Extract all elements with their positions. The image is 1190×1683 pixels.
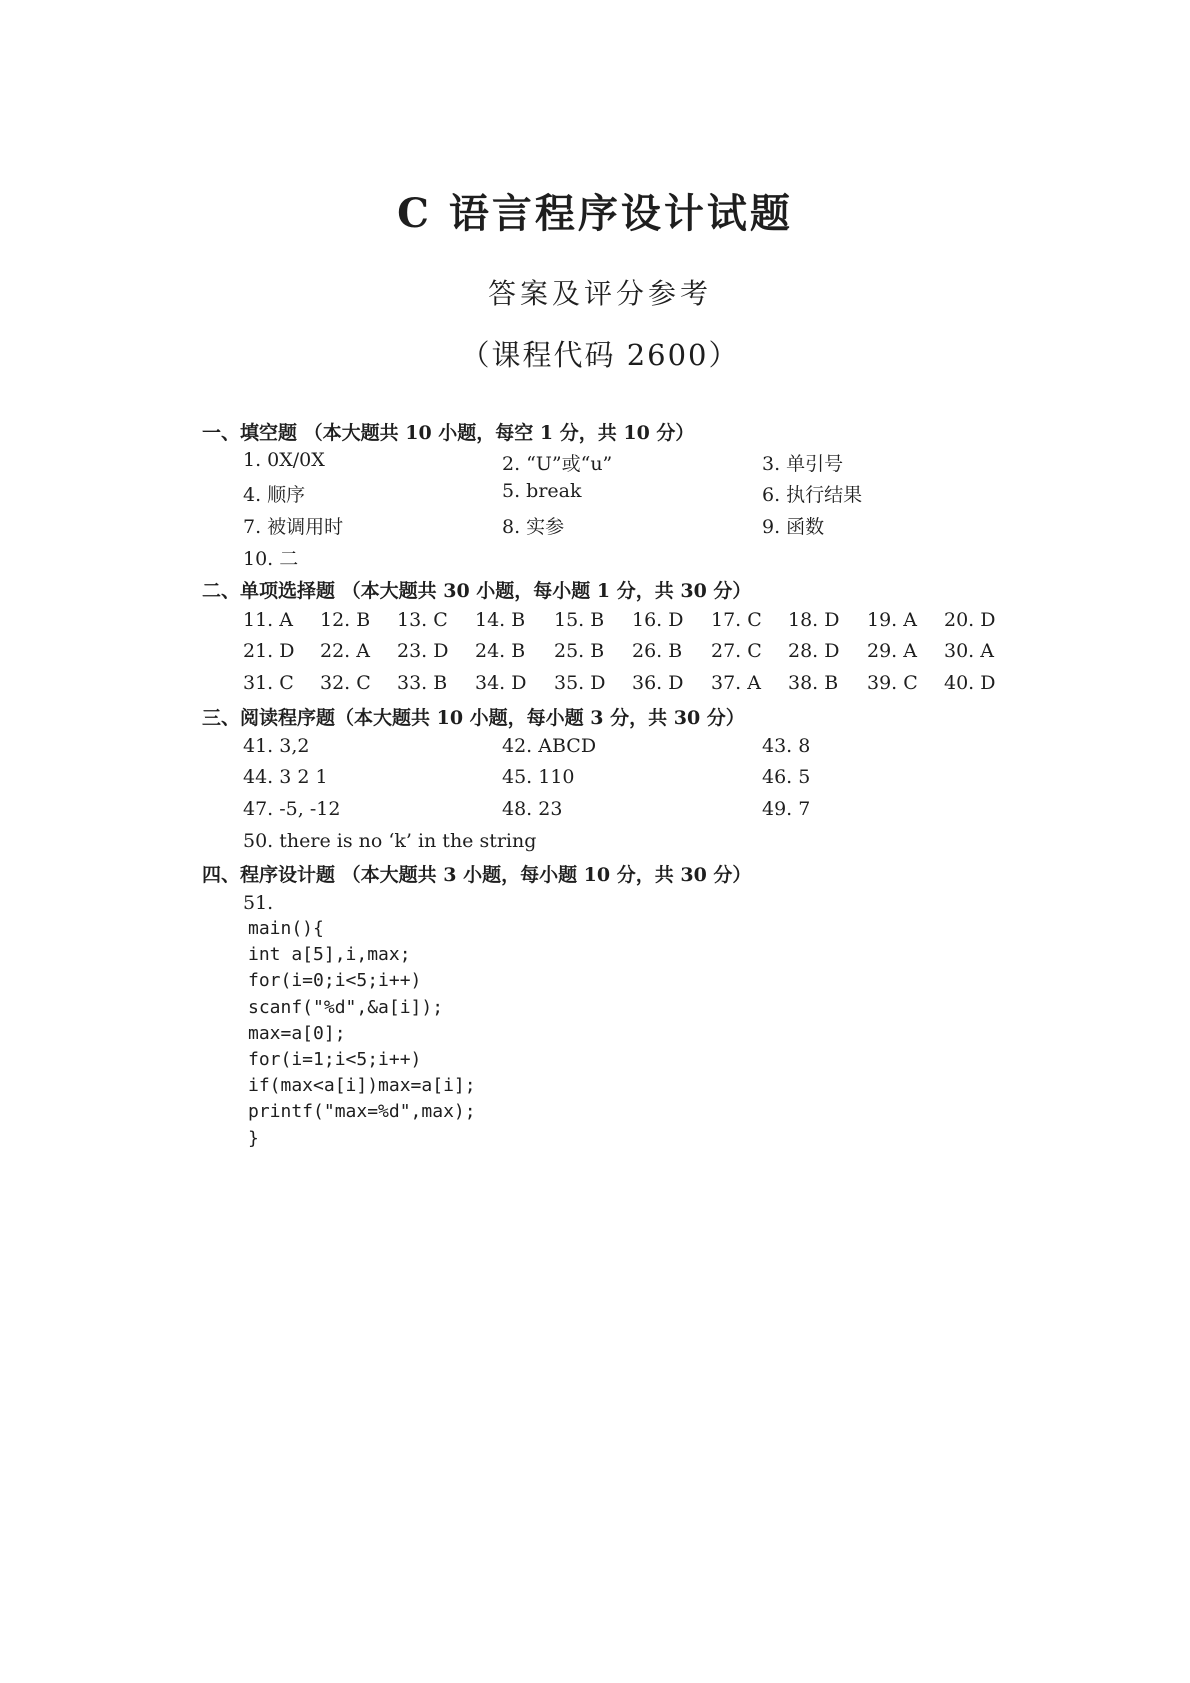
code-line: if(max<a[i])max=a[i]; bbox=[248, 1075, 476, 1097]
mc-answer: 38. B bbox=[788, 672, 839, 694]
mc-answer: 39. C bbox=[867, 672, 918, 694]
code-line: main(){ bbox=[248, 918, 324, 939]
answer-10: 10. 二 bbox=[243, 548, 299, 570]
section-3-heading: 三、阅读程序题（本大题共 10 小题，每小题 3 分，共 30 分） bbox=[202, 707, 745, 729]
code-block bbox=[248, 916, 476, 1152]
answer-47: 47. -5, -12 bbox=[243, 798, 341, 820]
mc-answer: 19. A bbox=[867, 609, 917, 631]
answer-5: 5. break bbox=[502, 480, 582, 502]
answer-43: 43. 8 bbox=[762, 735, 811, 757]
mc-answer: 40. D bbox=[944, 672, 996, 694]
mc-answer: 20. D bbox=[944, 609, 996, 631]
mc-answer: 28. D bbox=[788, 640, 840, 662]
mc-answer: 17. C bbox=[711, 609, 762, 631]
mc-answer: 35. D bbox=[554, 672, 606, 694]
mc-answer: 11. A bbox=[243, 609, 293, 631]
mc-answer: 29. A bbox=[867, 640, 917, 662]
mc-answer: 36. D bbox=[632, 672, 684, 694]
code-line: scanf("%d",&a[i]); bbox=[248, 996, 444, 1018]
answer-45: 45. 110 bbox=[502, 766, 575, 788]
answer-2: 2. “U”或“u” bbox=[502, 453, 613, 475]
answer-6: 6. 执行结果 bbox=[762, 484, 863, 506]
mc-answer: 21. D bbox=[243, 640, 295, 662]
answer-1: 1. 0X/0X bbox=[243, 449, 325, 471]
answer-46: 46. 5 bbox=[762, 766, 811, 788]
code-line: for(i=1;i<5;i++) bbox=[248, 1049, 422, 1071]
answer-4: 4. 顺序 bbox=[243, 484, 306, 506]
course-code: （课程代码 2600） bbox=[460, 338, 740, 372]
mc-answer: 30. A bbox=[944, 640, 994, 662]
answer-50: 50. there is no ‘k’ in the string bbox=[243, 830, 537, 852]
code-line: int a[5],i,max; bbox=[248, 944, 411, 966]
section-1-heading: 一、填空题 （本大题共 10 小题，每空 1 分，共 10 分） bbox=[202, 422, 695, 444]
mc-answer: 25. B bbox=[554, 640, 605, 662]
code-line: for(i=0;i<5;i++) bbox=[248, 970, 422, 992]
section-2-heading: 二、单项选择题 （本大题共 30 小题，每小题 1 分，共 30 分） bbox=[202, 580, 752, 602]
answer-42: 42. ABCD bbox=[502, 735, 597, 757]
mc-answer: 22. A bbox=[320, 640, 370, 662]
mc-answer: 27. C bbox=[711, 640, 762, 662]
mc-answer: 34. D bbox=[475, 672, 527, 694]
mc-answer: 31. C bbox=[243, 672, 294, 694]
code-line: printf("max=%d",max); bbox=[248, 1101, 476, 1123]
page-title: C 语言程序设计试题 bbox=[397, 190, 793, 237]
answer-44: 44. 3 2 1 bbox=[243, 766, 328, 788]
mc-answer: 32. C bbox=[320, 672, 371, 694]
mc-answer: 24. B bbox=[475, 640, 526, 662]
mc-answer: 33. B bbox=[397, 672, 448, 694]
mc-answer: 12. B bbox=[320, 609, 371, 631]
mc-answer: 18. D bbox=[788, 609, 840, 631]
answer-41: 41. 3,2 bbox=[243, 735, 310, 757]
answer-3: 3. 单引号 bbox=[762, 453, 844, 475]
page-subtitle: 答案及评分参考 bbox=[487, 277, 712, 310]
code-line: } bbox=[248, 1127, 259, 1149]
question-51-number: 51. bbox=[243, 892, 274, 914]
mc-answer: 23. D bbox=[397, 640, 449, 662]
answer-48: 48. 23 bbox=[502, 798, 563, 820]
mc-answer: 14. B bbox=[475, 609, 526, 631]
answer-7: 7. 被调用时 bbox=[243, 516, 344, 538]
answer-8: 8. 实参 bbox=[502, 516, 565, 538]
code-line: max=a[0]; bbox=[248, 1022, 346, 1044]
answer-49: 49. 7 bbox=[762, 798, 811, 820]
mc-answer: 16. D bbox=[632, 609, 684, 631]
mc-answer: 26. B bbox=[632, 640, 683, 662]
mc-answer: 15. B bbox=[554, 609, 605, 631]
section-4-heading: 四、程序设计题 （本大题共 3 小题，每小题 10 分，共 30 分） bbox=[202, 864, 752, 886]
mc-answer: 13. C bbox=[397, 609, 448, 631]
answer-9: 9. 函数 bbox=[762, 516, 825, 538]
mc-answer: 37. A bbox=[711, 672, 761, 694]
